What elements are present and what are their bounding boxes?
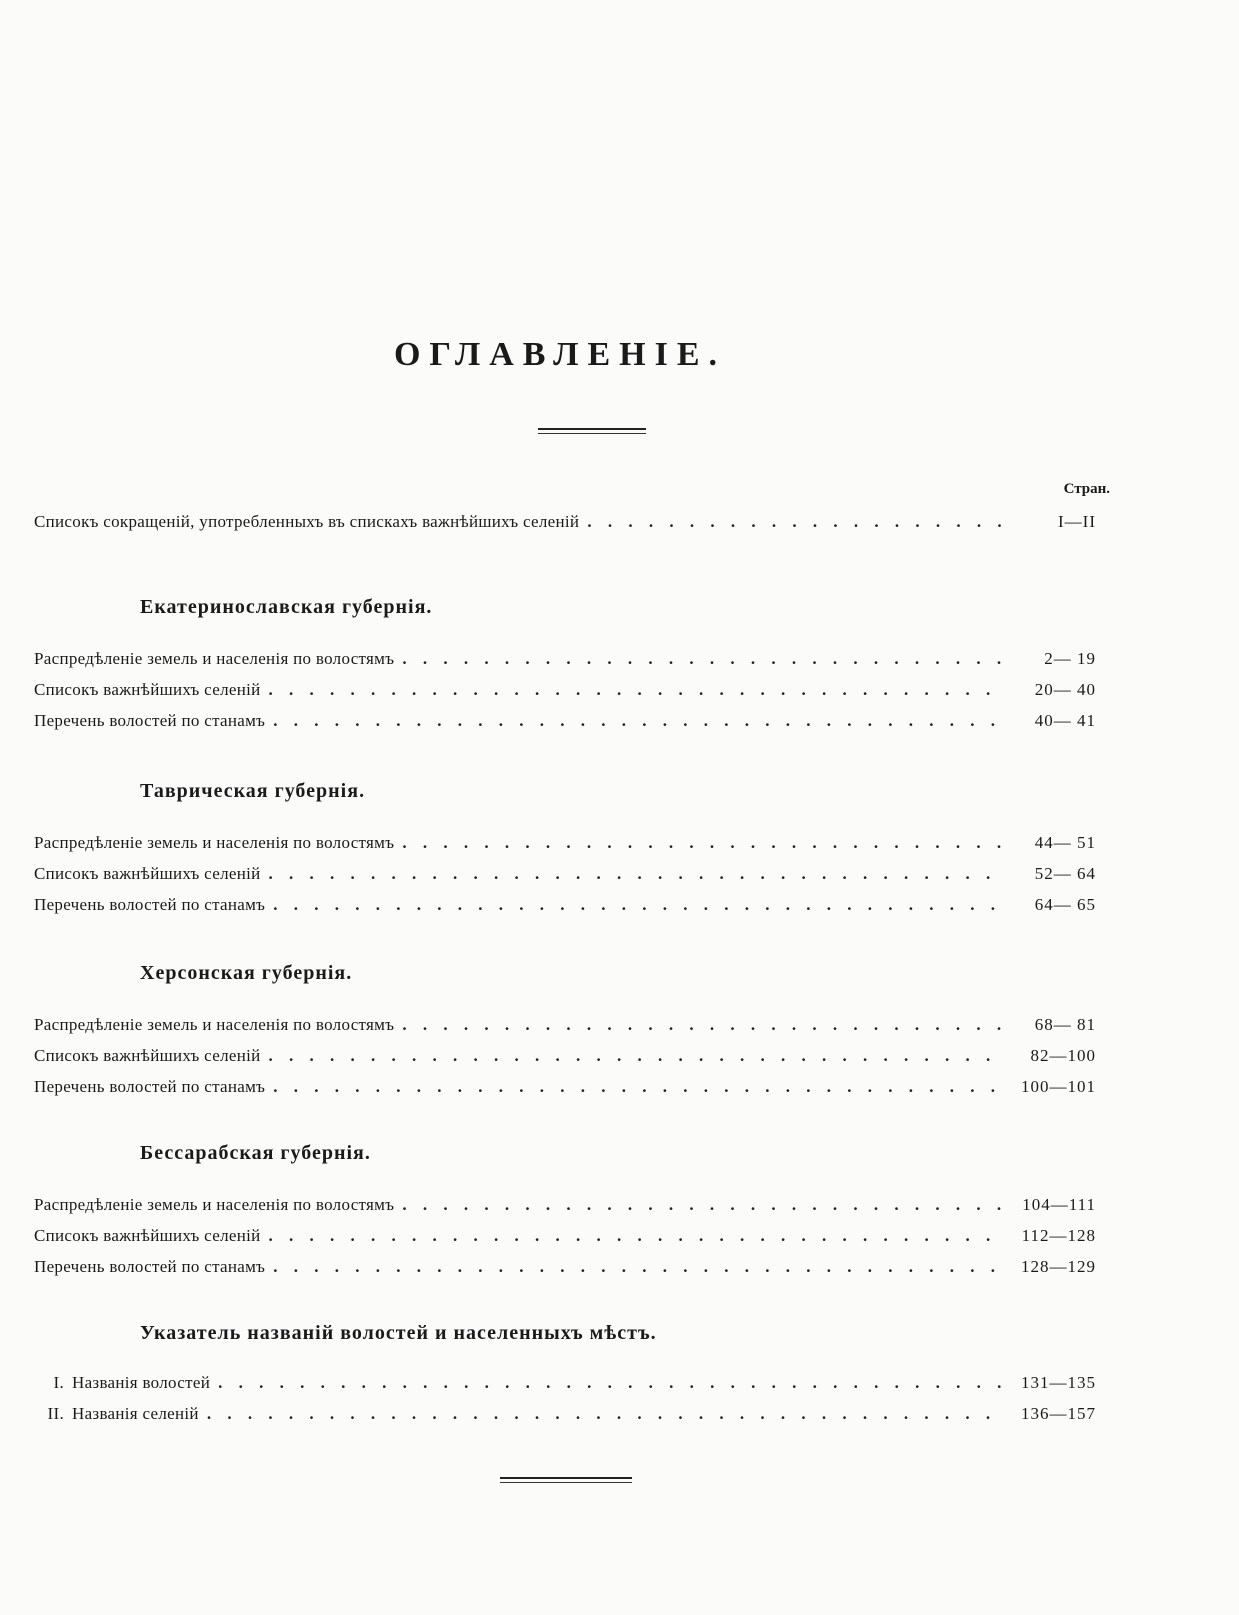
toc-entry [34, 711, 1096, 735]
dot-leader [402, 649, 1006, 669]
toc-entry [34, 680, 1096, 704]
toc-entry [34, 1373, 1096, 1397]
toc-entry [34, 1404, 1096, 1428]
entry-pages: 112—128 [1021, 1226, 1096, 1245]
dot-leader [402, 1195, 1006, 1215]
entry-pages: 82—100 [1030, 1046, 1096, 1065]
toc-entry [34, 1046, 1096, 1070]
dot-leader [207, 1404, 1006, 1424]
entry-pages: 44— 51 [1034, 833, 1096, 852]
dot-leader [269, 864, 1006, 884]
entry-pages: 40— 41 [1034, 711, 1096, 730]
entry-pages: 128—129 [1021, 1257, 1096, 1276]
entry-pages: 131—135 [1021, 1373, 1096, 1392]
section-heading: Херсонская губернія. [140, 962, 353, 984]
toc-title: ОГЛАВЛЕНІЕ. [393, 336, 727, 373]
section-heading: Таврическая губернія. [140, 780, 366, 802]
entry-pages: 104—111 [1022, 1195, 1096, 1214]
entry-pages: 136—157 [1021, 1404, 1096, 1423]
entry-numeral: I. [53, 1373, 64, 1392]
entry-label: Списокъ важнѣйшихъ селеній [34, 1046, 261, 1065]
section-heading: Екатеринославская губернія. [140, 596, 433, 618]
dot-leader [402, 1015, 1006, 1035]
entry-pages: 100—101 [1021, 1077, 1096, 1096]
entry-label: Списокъ важнѣйшихъ селеній [34, 1226, 261, 1245]
entry-label [34, 1373, 210, 1393]
entry-numeral: II. [47, 1404, 64, 1423]
section-heading: Указатель названій волостей и населенныхъ мѣстъ. [140, 1322, 657, 1344]
page-column-header: Стран. [1063, 481, 1110, 497]
dot-leader [269, 1046, 1006, 1066]
toc-entry [34, 864, 1096, 888]
dot-leader [402, 833, 1006, 853]
entry-label: Распредѣленіе земель и населенія по волостямъ [34, 833, 395, 852]
entry-label: Перечень волостей по станамъ [34, 1077, 266, 1096]
toc-entry [34, 1226, 1096, 1250]
entry-label-text: Названія волостей [72, 1373, 211, 1392]
entry-pages: 2— 19 [1044, 649, 1096, 668]
entry-label: Списокъ важнѣйшихъ селеній [34, 680, 261, 699]
toc-entry [34, 1195, 1096, 1219]
toc-entry [34, 1257, 1096, 1281]
dot-leader [269, 1226, 1006, 1246]
dot-leader [273, 1257, 1006, 1277]
entry-pages: 20— 40 [1034, 680, 1096, 699]
dot-leader [273, 711, 1006, 731]
entry-label-text: Названія селеній [72, 1404, 199, 1423]
toc-entry [34, 512, 1096, 536]
entry-pages: 68— 81 [1034, 1015, 1096, 1034]
entry-pages: 64— 65 [1034, 895, 1096, 914]
entry-label: Перечень волостей по станамъ [34, 711, 266, 730]
toc-entry [34, 1015, 1096, 1039]
entry-label: Списокъ важнѣйшихъ селеній [34, 864, 261, 883]
title-divider [538, 428, 646, 434]
toc-entry [34, 649, 1096, 673]
toc-entry [34, 833, 1096, 857]
dot-leader [218, 1373, 1006, 1393]
entry-pages: 52— 64 [1034, 864, 1096, 883]
entry-label: Распредѣленіе земель и населенія по волостямъ [34, 1015, 395, 1034]
entry-label: Списокъ сокращеній, употребленныхъ въ спискахъ важнѣйшихъ селеній [34, 512, 580, 531]
dot-leader [587, 512, 1006, 532]
toc-entry [34, 1077, 1096, 1101]
entry-label: Перечень волостей по станамъ [34, 1257, 266, 1276]
entry-label: Перечень волостей по станамъ [34, 895, 266, 914]
dot-leader [269, 680, 1006, 700]
entry-label: Распредѣленіе земель и населенія по волостямъ [34, 1195, 395, 1214]
entry-pages: I—II [1058, 512, 1096, 531]
entry-label [34, 1404, 199, 1424]
entry-label: Распредѣленіе земель и населенія по волостямъ [34, 649, 395, 668]
toc-entry [34, 895, 1096, 919]
end-divider [500, 1477, 632, 1483]
dot-leader [273, 895, 1006, 915]
section-heading: Бессарабская губернія. [140, 1142, 371, 1164]
dot-leader [273, 1077, 1006, 1097]
